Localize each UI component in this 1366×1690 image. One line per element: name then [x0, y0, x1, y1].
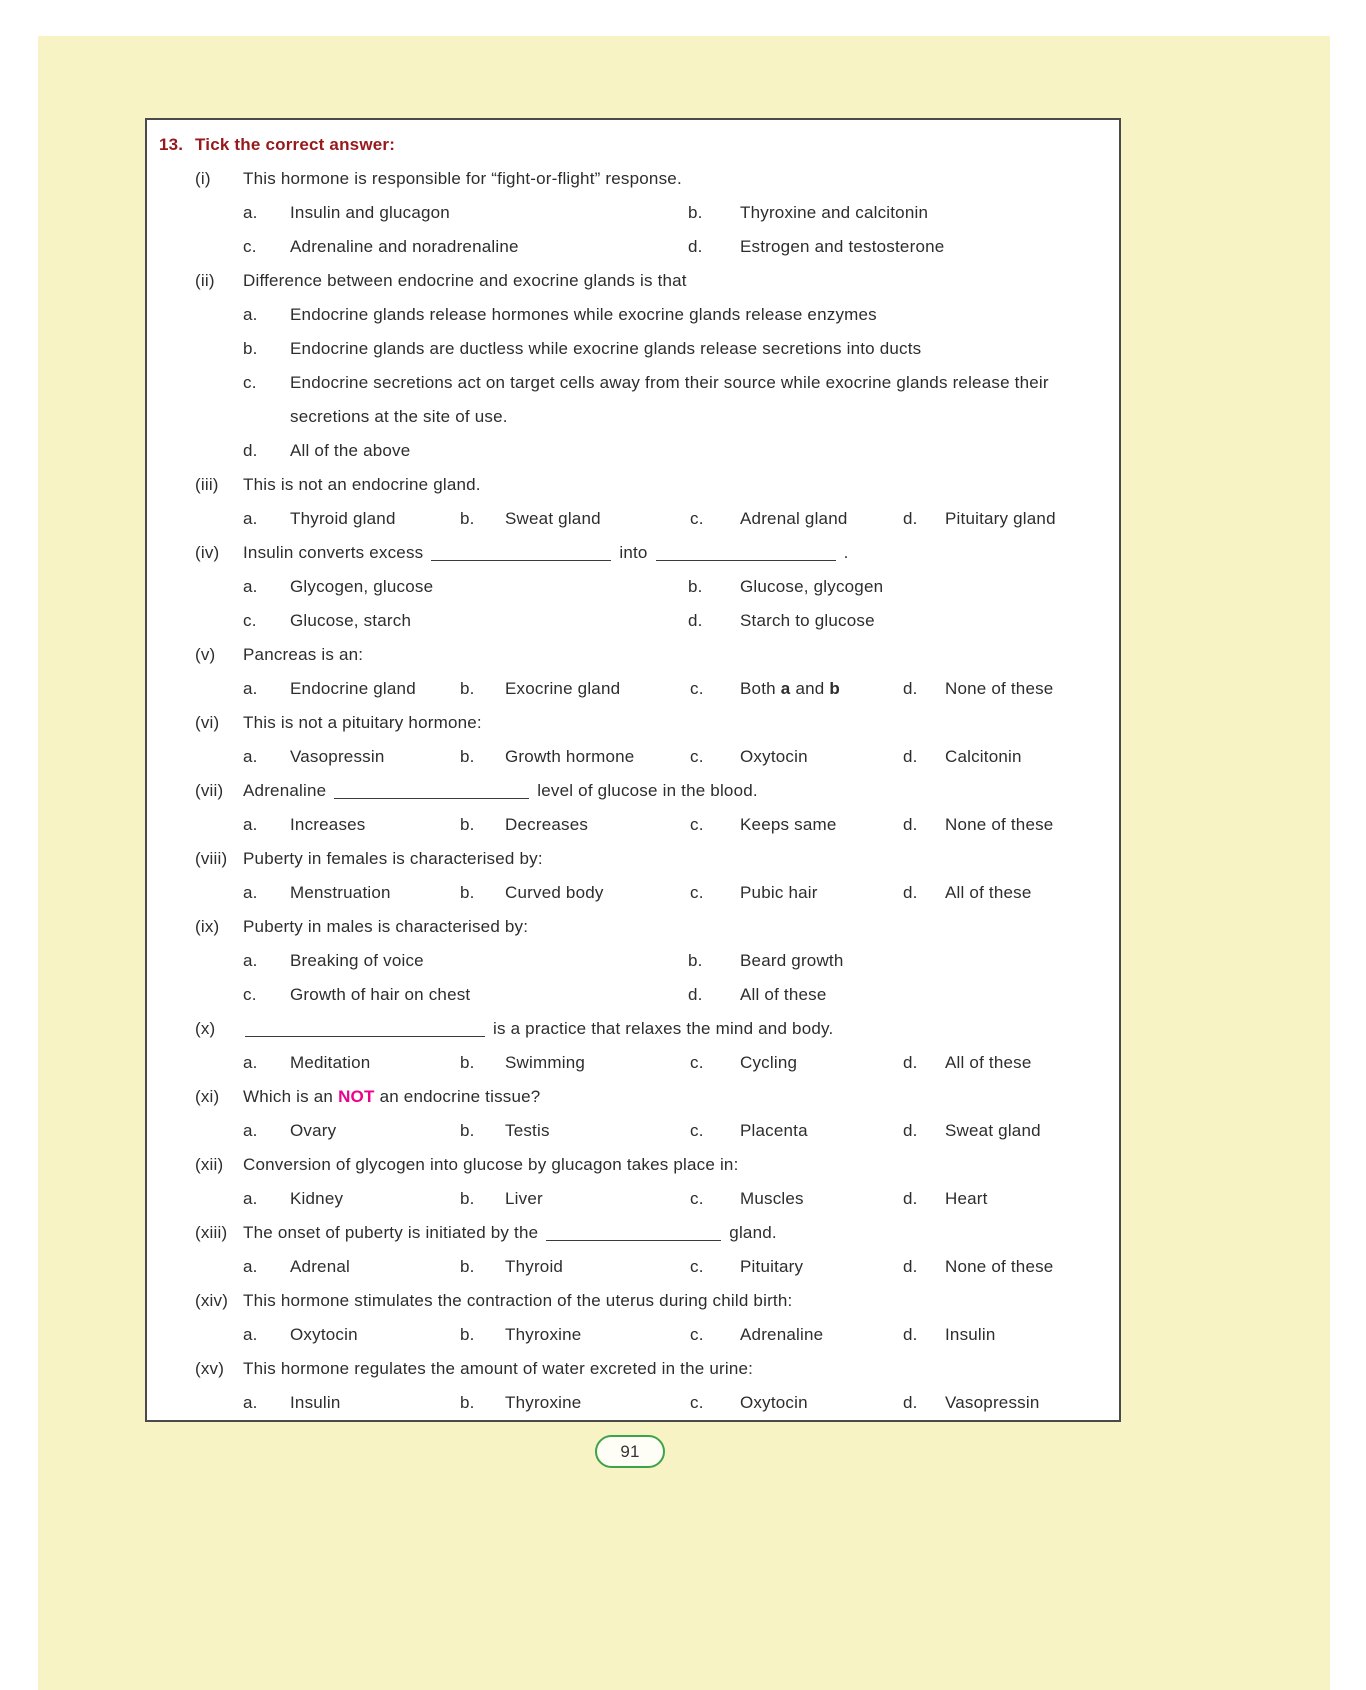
option-text: Pituitary gland: [945, 509, 1056, 528]
question-body: [243, 1012, 1105, 1080]
option-text: Insulin and glucagon: [290, 203, 450, 222]
question-text-part: .: [843, 543, 849, 562]
option-text: Keeps same: [740, 815, 837, 834]
option-text: All of the above: [290, 441, 411, 460]
option-text: Growth of hair on chest: [290, 985, 471, 1004]
option-letter: b.: [688, 577, 703, 596]
question-box: [145, 118, 1121, 1422]
option-text: Adrenal: [290, 1257, 350, 1276]
option-text: Thyroxine: [505, 1325, 582, 1344]
options: [243, 1182, 1105, 1216]
option-text: Insulin: [290, 1393, 341, 1412]
option-text: Endocrine glands are ductless while exocrine glands release secretions into ducts: [290, 339, 922, 358]
option-text: Kidney: [290, 1189, 344, 1208]
question-text: This hormone stimulates the contraction of the uterus during child birth:: [243, 1291, 793, 1310]
option-letter: b.: [460, 509, 475, 528]
option-letter: a.: [243, 509, 258, 528]
question-xi: [195, 1080, 1105, 1148]
question-number: (iv): [195, 543, 220, 562]
question-xiii: [195, 1216, 1105, 1284]
option-letter: a.: [243, 1393, 258, 1412]
option-text: Estrogen and testosterone: [740, 237, 945, 256]
option-letter: d.: [903, 1325, 918, 1344]
question-text-part: into: [619, 543, 648, 562]
option-letter: c.: [690, 509, 704, 528]
question-number: (xiv): [195, 1291, 229, 1310]
question-body: [243, 1148, 1105, 1216]
question-text: [243, 774, 1105, 808]
option-text: Adrenaline: [740, 1325, 824, 1344]
option-letter: c.: [690, 679, 704, 698]
option-letter: c.: [690, 1189, 704, 1208]
question-text-part: Adrenaline: [243, 781, 327, 800]
option-text-part: and: [795, 679, 825, 698]
option-bold-letter: b: [829, 679, 840, 698]
question-text: [243, 1216, 1105, 1250]
option-letter: c.: [690, 1393, 704, 1412]
question-text: Difference between endocrine and exocrine glands is that: [243, 271, 687, 290]
option-text: Endocrine gland: [290, 679, 416, 698]
question-text: Puberty in females is characterised by:: [243, 849, 543, 868]
question-ii: [195, 264, 1105, 468]
question-text: This is not an endocrine gland.: [243, 475, 481, 494]
question-body: [243, 468, 1105, 536]
question-xii: [195, 1148, 1105, 1216]
question-text-part: level of glucose in the blood.: [537, 781, 758, 800]
option-text: Thyroid: [505, 1257, 564, 1276]
question-number: (xiii): [195, 1223, 228, 1242]
question-iv: [195, 536, 1105, 638]
question-v: [195, 638, 1105, 706]
option-text: Meditation: [290, 1053, 371, 1072]
options: [243, 876, 1105, 910]
option-letter: a.: [243, 203, 258, 222]
option-letter: d.: [903, 1393, 918, 1412]
option-text: Endocrine glands release hormones while exocrine glands release enzymes: [290, 305, 877, 324]
option-letter: d.: [903, 1189, 918, 1208]
blank-line: [431, 549, 611, 561]
option-text: Thyroxine: [505, 1393, 582, 1412]
option-text: Exocrine gland: [505, 679, 621, 698]
options: [243, 808, 1105, 842]
question-text-part: Insulin converts excess: [243, 543, 424, 562]
question-text-part: is a practice that relaxes the mind and body.: [493, 1019, 834, 1038]
option-text: None of these: [945, 815, 1054, 834]
option-text: Vasopressin: [290, 747, 385, 766]
option-text: [740, 672, 903, 706]
question-xiv: [195, 1284, 1105, 1352]
option-letter: d.: [903, 1257, 918, 1276]
option-text: All of these: [740, 985, 827, 1004]
options: [243, 502, 1105, 536]
option-letter: d.: [903, 747, 918, 766]
option-letter: c.: [690, 1053, 704, 1072]
option-letter: a.: [243, 577, 258, 596]
options: [243, 1114, 1105, 1148]
option-letter: d.: [688, 611, 703, 630]
option-text: Glucose, glycogen: [740, 577, 884, 596]
question-text: This hormone is responsible for “fight-or-flight” response.: [243, 169, 682, 188]
question-text: Conversion of glycogen into glucose by glucagon takes place in:: [243, 1155, 739, 1174]
option-text: Vasopressin: [945, 1393, 1040, 1412]
option-letter: b.: [460, 815, 475, 834]
question-i: [195, 162, 1105, 264]
question-body: [243, 638, 1105, 706]
question-number: (xi): [195, 1087, 220, 1106]
option-letter: c.: [243, 373, 257, 392]
option-text: Thyroxine and calcitonin: [740, 203, 929, 222]
option-text: Growth hormone: [505, 747, 635, 766]
option-text: Liver: [505, 1189, 543, 1208]
question-text: This hormone regulates the amount of water excreted in the urine:: [243, 1359, 754, 1378]
question-text: This is not a pituitary hormone:: [243, 713, 482, 732]
option-text: Beard growth: [740, 951, 844, 970]
option-letter: b.: [688, 951, 703, 970]
options: [243, 672, 1105, 706]
option-letter: d.: [903, 1121, 918, 1140]
option-letter: c.: [690, 883, 704, 902]
option-letter: b.: [460, 1053, 475, 1072]
option-text: Sweat gland: [945, 1121, 1041, 1140]
page-number: 91: [620, 1442, 640, 1461]
question-number: (vi): [195, 713, 220, 732]
option-text: Cycling: [740, 1053, 798, 1072]
option-letter: a.: [243, 1121, 258, 1140]
option-text: Adrenal gland: [740, 509, 848, 528]
option-text-part: Both: [740, 679, 776, 698]
option-text: Increases: [290, 815, 366, 834]
question-text-part: gland.: [729, 1223, 777, 1242]
option-text: None of these: [945, 679, 1054, 698]
options: [243, 1386, 1105, 1420]
option-text: Thyroid gland: [290, 509, 396, 528]
options: [243, 1318, 1105, 1352]
question-vii: [195, 774, 1105, 842]
question-body: [243, 162, 1105, 264]
option-text: Glycogen, glucose: [290, 577, 434, 596]
question-iii: [195, 468, 1105, 536]
option-letter: a.: [243, 951, 258, 970]
question-text: Pancreas is an:: [243, 645, 364, 664]
question-ix: [195, 910, 1105, 1012]
options: [243, 1250, 1105, 1284]
option-letter: c.: [243, 985, 257, 1004]
option-text: Sweat gland: [505, 509, 601, 528]
option-text: Testis: [505, 1121, 550, 1140]
option-text: Decreases: [505, 815, 589, 834]
option-text: Pubic hair: [740, 883, 818, 902]
option-letter: d.: [243, 441, 258, 460]
blank-line: [656, 549, 836, 561]
option-text: Calcitonin: [945, 747, 1022, 766]
option-letter: c.: [690, 1121, 704, 1140]
page-background: [38, 36, 1330, 1690]
question-text: [243, 1012, 1105, 1046]
options: [243, 298, 1105, 468]
option-text: Oxytocin: [740, 747, 808, 766]
option-letter: b.: [460, 1325, 475, 1344]
option-text: Muscles: [740, 1189, 804, 1208]
options: [243, 570, 1105, 638]
option-letter: b.: [688, 203, 703, 222]
option-text: Oxytocin: [740, 1393, 808, 1412]
question-x: [195, 1012, 1105, 1080]
option-letter: a.: [243, 1189, 258, 1208]
option-text: Starch to glucose: [740, 611, 875, 630]
question-body: [243, 1080, 1105, 1148]
option-letter: c.: [690, 747, 704, 766]
option-text: Glucose, starch: [290, 611, 412, 630]
question-body: [243, 774, 1105, 842]
option-text: Swimming: [505, 1053, 586, 1072]
question-number: (v): [195, 645, 216, 664]
question-viii: [195, 842, 1105, 910]
option-text: All of these: [945, 1053, 1032, 1072]
question-number: (x): [195, 1019, 216, 1038]
option-text: Pituitary: [740, 1257, 804, 1276]
question-number: (ii): [195, 271, 215, 290]
question-body: [243, 1284, 1105, 1352]
question-body: [243, 842, 1105, 910]
option-letter: d.: [903, 509, 918, 528]
option-letter: b.: [243, 339, 258, 358]
option-letter: b.: [460, 1393, 475, 1412]
option-letter: b.: [460, 747, 475, 766]
option-letter: b.: [460, 1189, 475, 1208]
option-letter: d.: [903, 679, 918, 698]
option-text: Ovary: [290, 1121, 337, 1140]
question-xv: [195, 1352, 1105, 1420]
question-vi: [195, 706, 1105, 774]
option-bold-letter: a: [780, 679, 791, 698]
option-letter: b.: [460, 1257, 475, 1276]
option-text: Placenta: [740, 1121, 808, 1140]
option-text: Menstruation: [290, 883, 391, 902]
question-number: (i): [195, 169, 211, 188]
question-number: (xii): [195, 1155, 224, 1174]
question-body: [243, 910, 1105, 1012]
question-text-part: an endocrine tissue?: [379, 1087, 541, 1106]
section-title: [159, 128, 1105, 162]
option-letter: a.: [243, 1053, 258, 1072]
option-text: Insulin: [945, 1325, 996, 1344]
options: [243, 944, 1105, 1012]
question-body: [243, 1352, 1105, 1420]
option-text: All of these: [945, 883, 1032, 902]
options: [243, 1046, 1105, 1080]
option-letter: a.: [243, 305, 258, 324]
question-body: [243, 706, 1105, 774]
option-letter: a.: [243, 815, 258, 834]
question-number: (viii): [195, 849, 228, 868]
option-letter: c.: [690, 1325, 704, 1344]
blank-line: [546, 1229, 721, 1241]
page-number-badge: [595, 1435, 665, 1468]
option-letter: c.: [243, 611, 257, 630]
option-text: Endocrine secretions act on target cells away from their source while exocrine glands release their secretions at the site of use.: [290, 373, 1049, 426]
option-letter: a.: [243, 1257, 258, 1276]
option-letter: d.: [688, 985, 703, 1004]
question-text: [243, 1080, 1105, 1114]
option-text: Oxytocin: [290, 1325, 358, 1344]
option-letter: a.: [243, 679, 258, 698]
option-letter: d.: [903, 883, 918, 902]
question-text-part: The onset of puberty is initiated by the: [243, 1223, 539, 1242]
option-letter: c.: [690, 815, 704, 834]
blank-line: [334, 787, 529, 799]
option-letter: b.: [460, 1121, 475, 1140]
question-number: (iii): [195, 475, 219, 494]
section-number: 13.: [159, 135, 184, 154]
options: [243, 196, 1105, 264]
question-text-part: Which is an: [243, 1087, 334, 1106]
not-highlight: NOT: [338, 1087, 375, 1106]
question-number: (ix): [195, 917, 220, 936]
option-letter: b.: [460, 883, 475, 902]
option-letter: d.: [903, 815, 918, 834]
question-body: [243, 536, 1105, 638]
option-letter: b.: [460, 679, 475, 698]
blank-line: [245, 1025, 485, 1037]
question-number: (xv): [195, 1359, 225, 1378]
question-text: Puberty in males is characterised by:: [243, 917, 529, 936]
option-text: Breaking of voice: [290, 951, 424, 970]
option-letter: c.: [243, 237, 257, 256]
question-number: (vii): [195, 781, 224, 800]
option-letter: d.: [688, 237, 703, 256]
question-body: [243, 264, 1105, 468]
option-text: None of these: [945, 1257, 1054, 1276]
question-text: [243, 536, 1105, 570]
option-letter: a.: [243, 883, 258, 902]
option-letter: a.: [243, 747, 258, 766]
options: [243, 740, 1105, 774]
option-text: Adrenaline and noradrenaline: [290, 237, 519, 256]
question-body: [243, 1216, 1105, 1284]
option-text: Heart: [945, 1189, 988, 1208]
option-letter: a.: [243, 1325, 258, 1344]
section-title-text: Tick the correct answer:: [195, 135, 396, 154]
option-letter: d.: [903, 1053, 918, 1072]
option-letter: c.: [690, 1257, 704, 1276]
option-text: Curved body: [505, 883, 604, 902]
